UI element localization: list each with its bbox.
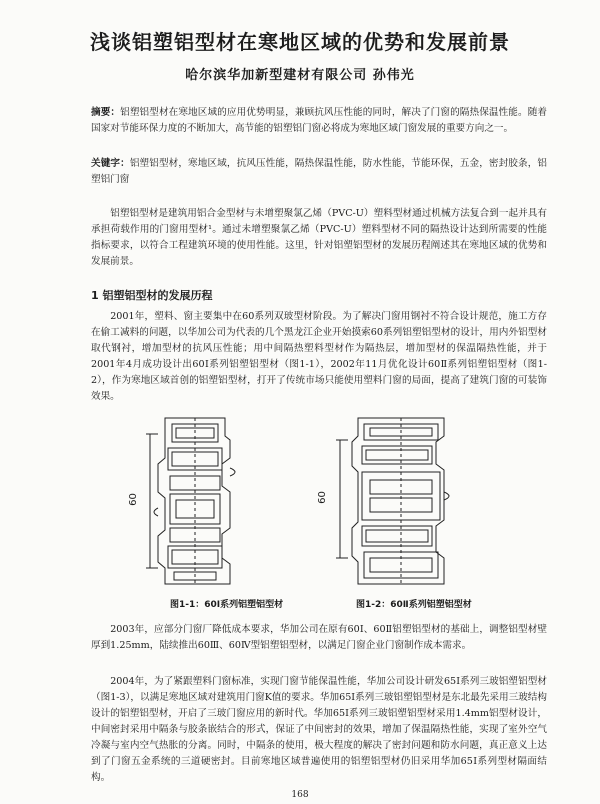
abstract-text: 铝塑铝型材在寒地区域的应用优势明显，兼顾抗风压性能的同时，解决了门窗的隔热保温性能。随着国家对节能环保力度的不断加大，高节能的铝塑铝门窗必将成为寒地区域门窗发展的重要方向之一。 [91, 107, 548, 134]
paragraph-2004: 2004年，为了紧跟塑料门窗标准，实现门窗节能保温性能，华加公司设计研发65Ⅰ系列三玻铝塑铝型材（图1-3），以满足寒地区域对建筑用门窗K值的要求。华加65Ⅰ系列三玻铝塑铝型材是东北最先采用三玻结构设计的铝塑铝型材，开启了三玻门窗应用的新时代。华加65Ⅰ系列三玻铝塑铝型材采用1.4mm铝型材设计，中间密封采用中隔条与胶条嵌结合的形式，保证了中间密封的效果，增加了保温隔热性能，实现了室外空气冷凝与室内空气热胀的分离。同时，中隔条的使用，极大程度的解决了密封问题和防水问题，真正意义上达到了门窗五金系统的三道硬密封。目前寒地区域普遍使用的铝塑铝型材仍旧采用华加65Ⅰ系列型材隔面结构。 [91, 676, 547, 783]
page-number: 168 [291, 790, 309, 800]
paper-title: 浅谈铝塑铝型材在寒地区域的优势和发展前景 [90, 30, 510, 54]
keywords-text: 铝塑铝型材，寒地区域，抗风压性能，隔热保温性能，防水性能，节能环保，五金，密封胶条，铝塑铝门窗 [91, 158, 548, 185]
keywords [91, 156, 547, 188]
figure-1-2-drawing [318, 412, 488, 590]
figure-1-2-caption: 图1-2：60Ⅱ系列铝塑铝型材 [356, 600, 472, 610]
figure-1-1-dimension: 60 [127, 493, 139, 506]
intro-paragraph: 铝塑铝型材是建筑用铝合金型材与未增塑聚氯乙烯（PVC-U）塑料型材通过机械方法复合到一起并具有承担荷载作用的门窗用型材¹。通过未增塑聚氯乙烯（PVC-U）塑料型材不同的隔热设计达到所需要的性能指标要求，以符合工程建筑环境的使用性能。这里，针对铝塑铝型材的发展历程阐述其在寒地区域的优势和发展前景。 [91, 208, 547, 267]
authors: 哈尔滨华加新型建材有限公司 孙伟光 [185, 68, 415, 83]
abstract [91, 105, 547, 137]
figure-1-1-caption: 图1-1：60Ⅰ系列铝塑铝型材 [170, 600, 284, 610]
paragraph-history: 2001年，塑料、窗主要集中在60系列双玻型材阶段。为了解决门窗用钢衬不符合设计规范，施工方存在偷工减料的问题，以华加公司为代表的几个黑龙江企业开始摸索60系列铝塑铝型材的设计，用内外铝型材取代钢衬，增加型材的抗风压性能；用中间隔热塑料型材作为隔热层，增加型材的保温隔热性能，并于2001年4月成功设计出60Ⅰ系列铝塑铝型材（图1-1），2002年11月优化设计60Ⅱ系列铝塑铝型材（图1-2），作为寒地区域首创的铝塑铝型材，打开了传统市场只能使用塑料门窗的局面，提高了建筑门窗的可装饰效果。 [91, 311, 547, 402]
paragraph-2003: 2003年，应部分门窗厂降低成本要求，华加公司在原有60Ⅰ、60Ⅱ铝塑铝型材的基础上，调整铝型材壁厚到1.25mm，陆续推出60Ⅲ、60Ⅳ型铝塑铝型材，以满足门窗企业门窗制作成本需求。 [91, 624, 547, 651]
section-heading: 1 铝塑铝型材的发展历程 [91, 289, 213, 302]
abstract-label: 摘要： [91, 107, 121, 118]
keywords-label: 关键字： [91, 158, 130, 169]
figure-1-2-dimension: 60 [316, 491, 328, 504]
